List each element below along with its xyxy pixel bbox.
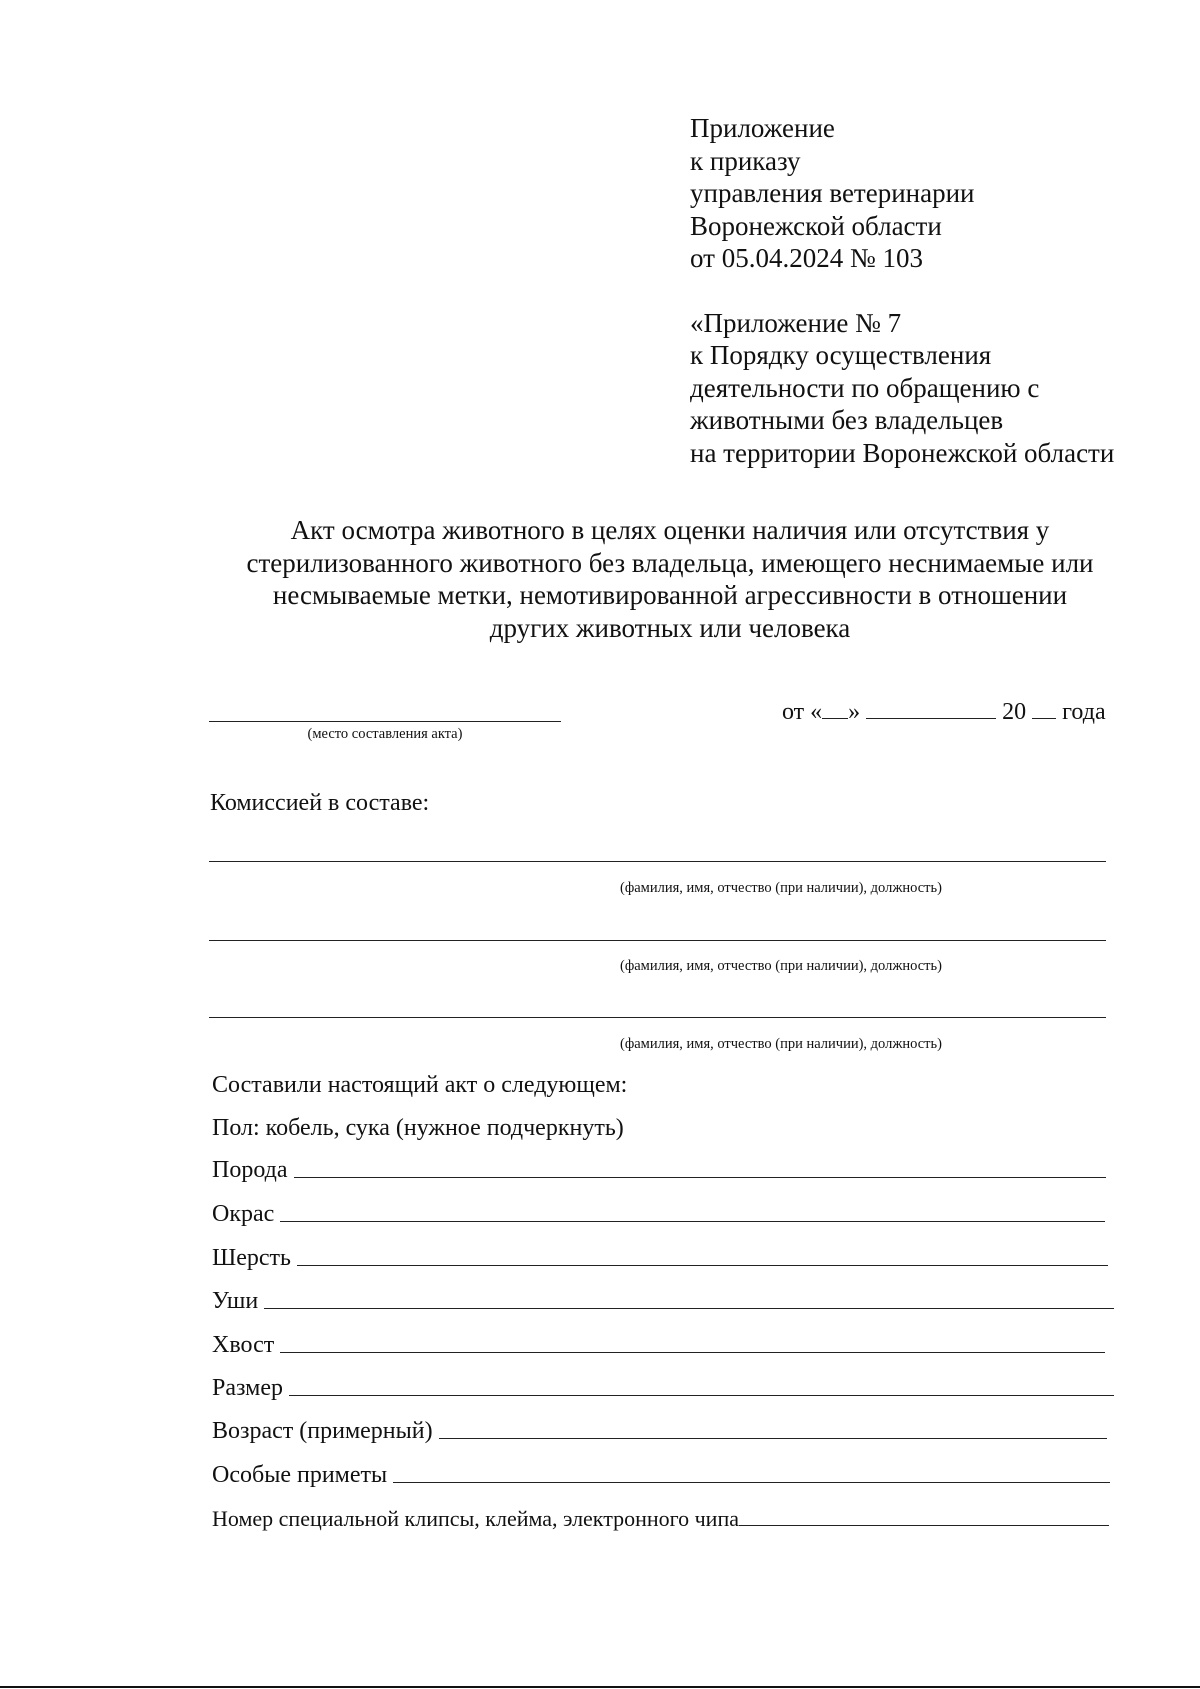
appendix-header	[690, 112, 1190, 469]
date-row	[782, 696, 1106, 726]
field-label: Уши	[212, 1288, 259, 1314]
field-breed	[212, 1157, 1106, 1184]
title-line: стерилизованного животного без владельца, имеющего неснимаемые или	[246, 547, 1094, 578]
field-label: Окрас	[212, 1201, 275, 1227]
field-tail	[212, 1332, 1105, 1359]
appendix-line: животными без владельцев	[690, 405, 1004, 435]
field-label: Хвост	[212, 1332, 275, 1358]
place-input-line[interactable]	[209, 721, 561, 722]
commission-member-caption: (фамилия, имя, отчество (при наличии), должность)	[620, 1036, 942, 1052]
header-line: к приказу	[690, 145, 801, 176]
title-line: несмываемые метки, немотивированной агрессивности в отношении	[272, 580, 1068, 610]
document-title	[170, 514, 1170, 644]
appendix-line: на территории Воронежской области	[690, 437, 1115, 468]
appendix-line: «Приложение № 7	[690, 307, 902, 338]
field-coat	[212, 1245, 1108, 1272]
field-special-marks	[212, 1462, 1110, 1489]
field-input-line[interactable]	[297, 1265, 1108, 1266]
header-line: Приложение	[690, 113, 835, 143]
field-input-line[interactable]	[294, 1177, 1106, 1178]
commission-member-caption: (фамилия, имя, отчество (при наличии), должность)	[620, 958, 942, 974]
date-year-prefix: 20	[1002, 699, 1027, 725]
field-input-line[interactable]	[439, 1438, 1107, 1439]
date-day-blank[interactable]	[822, 696, 848, 719]
header-line: от 05.04.2024 № 103	[690, 243, 923, 273]
header-line: управления ветеринарии	[690, 178, 975, 208]
statement-text: Составили настоящий акт о следующем:	[212, 1072, 628, 1098]
place-caption: (место составления акта)	[307, 726, 463, 742]
appendix-line: к Порядку осуществления	[690, 340, 992, 370]
date-suffix: года	[1062, 699, 1106, 725]
date-quote-close: »	[848, 699, 861, 725]
sex-line: Пол: кобель, сука (нужное подчеркнуть)	[212, 1115, 624, 1141]
commission-member-caption: (фамилия, имя, отчество (при наличии), должность)	[620, 880, 942, 896]
field-input-line[interactable]	[393, 1482, 1110, 1483]
field-ears	[212, 1288, 1114, 1315]
date-prefix: от «	[782, 699, 823, 725]
commission-member-line[interactable]	[209, 861, 1106, 862]
field-input-line[interactable]	[280, 1221, 1105, 1222]
commission-member-line[interactable]	[209, 940, 1106, 941]
field-label: Возраст (примерный)	[212, 1418, 433, 1444]
field-label: Номер специальной клипсы, клейма, электронного чипа	[212, 1506, 739, 1531]
field-input-line[interactable]	[289, 1395, 1114, 1396]
field-size	[212, 1375, 1114, 1402]
commission-member-line[interactable]	[209, 1017, 1106, 1018]
appendix-line: деятельности по обращению с	[690, 372, 1040, 403]
title-line: других животных или человека	[489, 612, 851, 643]
field-age	[212, 1418, 1107, 1445]
field-input-line[interactable]	[739, 1525, 1109, 1526]
page-bottom-rule	[0, 1686, 1200, 1688]
field-label: Размер	[212, 1375, 283, 1401]
field-label: Особые приметы	[212, 1462, 388, 1488]
header-spacer	[690, 275, 1190, 307]
date-year-blank[interactable]	[1032, 696, 1056, 719]
commission-label: Комиссией в составе:	[210, 790, 430, 816]
field-color	[212, 1201, 1105, 1228]
field-input-line[interactable]	[280, 1352, 1105, 1353]
date-month-blank[interactable]	[866, 696, 996, 719]
header-line: Воронежской области	[690, 210, 942, 241]
title-line: Акт осмотра животного в целях оценки наличия или отсутствия у	[290, 515, 1050, 545]
field-chip-number	[212, 1506, 1109, 1532]
field-label: Порода	[212, 1157, 288, 1183]
field-input-line[interactable]	[264, 1308, 1114, 1309]
field-label: Шерсть	[212, 1245, 291, 1271]
